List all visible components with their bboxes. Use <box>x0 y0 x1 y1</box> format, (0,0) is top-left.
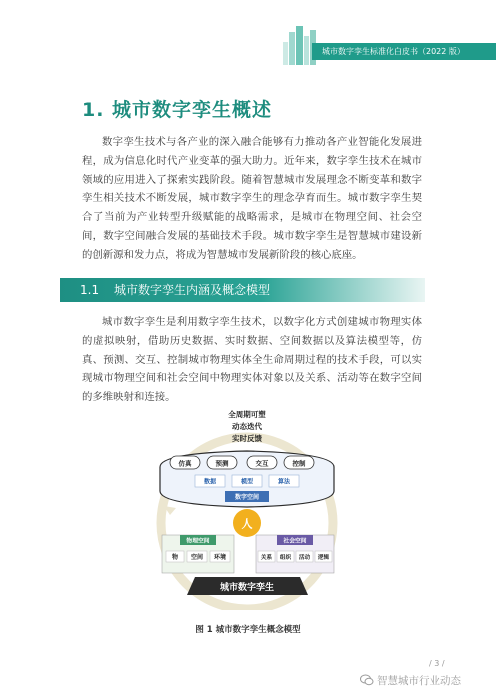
label-iteration: 动态迭代 <box>232 422 262 431</box>
op-control: 控制 <box>292 459 306 468</box>
base-label: 城市数字孪生 <box>219 583 275 593</box>
item-data: 数据 <box>203 478 217 486</box>
concept-model-diagram <box>140 405 355 610</box>
item-model: 模型 <box>240 478 254 486</box>
watermark <box>360 673 461 688</box>
data-items <box>195 475 299 487</box>
item-algorithm: 算法 <box>277 478 291 486</box>
op-prediction: 预测 <box>215 459 229 468</box>
physical-items <box>166 551 230 562</box>
item-object: 物 <box>171 554 179 561</box>
op-interaction: 交互 <box>255 459 269 468</box>
item-relation: 关系 <box>260 555 273 561</box>
digital-space-label: 数字空间 <box>234 494 260 501</box>
section-heading-bar <box>60 278 425 302</box>
figure-caption: 图 1 城市数字孪生概念模型 <box>195 625 301 635</box>
op-simulation: 仿真 <box>178 459 192 468</box>
section-number: 1.1 <box>80 283 100 297</box>
chapter-title: 1. 城市数字孪生概述 <box>82 99 273 121</box>
chapter-paragraph: 数字孪生技术与各产业的深入融合能够有力推动各产业智能化发展进程，成为信息化时代产业变革的强大助力。近年来，数字孪生技术在城市领域的应用进入了探索实践阶段。随着智慧城市发展理念不断变革和数字孪生相关技术不断发展，城市数字孪生的理念孕育而生。城市数字孪生契合了当前为产业转型升级赋能的战略需求，是城市在物理空间、社会空间，数字空间融合发展的基础技术手段。城市数字孪生是智慧城市建设新的创新源和发力点，将成为智慧城市发展新阶段的核心底座。 <box>82 136 422 261</box>
label-lifecycle: 全周期可塑 <box>228 410 266 419</box>
item-environment: 环境 <box>213 554 227 561</box>
social-space-label: 社会空间 <box>283 538 307 545</box>
item-space: 空间 <box>190 554 204 561</box>
wechat-icon <box>360 674 374 686</box>
item-activity: 活动 <box>298 555 311 561</box>
header-band: 城市数字孪生标准化白皮书（2022 版） <box>312 43 496 60</box>
physical-space-label: 物理空间 <box>186 538 210 545</box>
section-title: 城市数字孪生内涵及概念模型 <box>114 283 271 297</box>
label-feedback: 实时反馈 <box>232 434 262 443</box>
item-logic: 逻辑 <box>317 555 330 561</box>
person-label: 人 <box>241 517 253 531</box>
watermark-text: 智慧城市行业动态 <box>377 675 461 687</box>
section-paragraph: 城市数字孪生是利用数字孪生技术，以数字化方式创建城市物理实体的虚拟映射，借助历史数据、实时数据、空间数据以及算法模型等，仿真、预测、交互、控制城市物理实体全生命周期过程的技术手段，可以实现城市物理空间和社会空间中物理实体对象以及关系、活动等在数字空间的多维映射和连接。 <box>82 316 422 404</box>
item-organization: 组织 <box>279 555 292 561</box>
page-number: / 3 / <box>429 659 445 668</box>
